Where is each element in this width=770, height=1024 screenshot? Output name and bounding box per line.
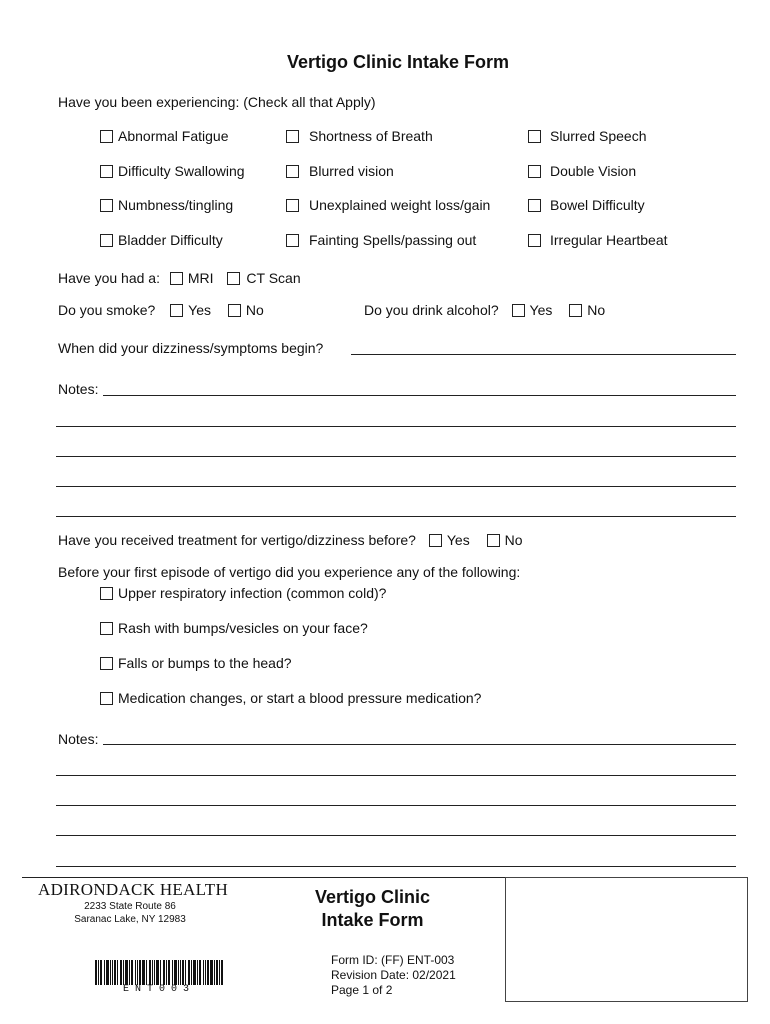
symptom-fainting-spells[interactable]: Fainting Spells/passing out [286, 232, 476, 248]
barcode-text: ENT003 [122, 984, 195, 995]
treatment-prompt: Have you received treatment for vertigo/dizziness before? [58, 532, 416, 548]
notes1-line[interactable] [56, 486, 736, 487]
episode-prompt: Before your first episode of vertigo did you experience any of the following: [58, 564, 521, 580]
revision-date: Revision Date: 02/2021 [331, 968, 456, 982]
alcohol-row: Do you drink alcohol? Yes No [364, 302, 606, 318]
alcohol-yes-checkbox[interactable] [512, 304, 525, 317]
page-number: Page 1 of 2 [331, 983, 393, 997]
smoke-row: Do you smoke? Yes No [58, 302, 264, 318]
symptom-shortness-of-breath[interactable]: Shortness of Breath [286, 128, 433, 144]
checkbox[interactable] [528, 234, 541, 247]
smoke-yes-checkbox[interactable] [170, 304, 183, 317]
onset-input-line[interactable] [351, 354, 736, 355]
address-line-2: Saranac Lake, NY 12983 [74, 914, 186, 925]
checkbox[interactable] [100, 130, 113, 143]
checkbox[interactable] [100, 165, 113, 178]
mri-checkbox[interactable] [170, 272, 183, 285]
checkbox[interactable] [100, 692, 113, 705]
notes1-line[interactable] [56, 516, 736, 517]
checkbox[interactable] [286, 199, 299, 212]
episode-medication-changes[interactable]: Medication changes, or start a blood pressure medication? [100, 690, 481, 706]
episode-rash[interactable]: Rash with bumps/vesicles on your face? [100, 620, 368, 636]
imaging-prompt: Have you had a: [58, 270, 160, 286]
symptom-numbness-tingling[interactable]: Numbness/tingling [100, 197, 233, 213]
episode-respiratory-infection[interactable]: Upper respiratory infection (common cold)? [100, 585, 386, 601]
symptom-weight-loss-gain[interactable]: Unexplained weight loss/gain [286, 197, 490, 213]
form-id: Form ID: (FF) ENT-003 [331, 953, 455, 967]
alcohol-prompt: Do you drink alcohol? [364, 302, 499, 318]
footer-blank-box [505, 877, 748, 1002]
footer-form-title-1: Vertigo Clinic [314, 887, 431, 907]
checkbox[interactable] [528, 199, 541, 212]
alcohol-no-checkbox[interactable] [569, 304, 582, 317]
notes2-line[interactable] [56, 866, 736, 867]
notes1-line[interactable] [103, 395, 736, 396]
symptom-abnormal-fatigue[interactable]: Abnormal Fatigue [100, 128, 229, 144]
checkbox[interactable] [286, 234, 299, 247]
checkbox[interactable] [528, 130, 541, 143]
notes2-line[interactable] [56, 775, 736, 776]
mri-label: MRI [187, 270, 214, 286]
checkbox[interactable] [286, 165, 299, 178]
checkbox[interactable] [528, 165, 541, 178]
onset-prompt: When did your dizziness/symptoms begin? [58, 340, 324, 356]
footer-form-title-2: Intake Form [321, 910, 424, 930]
form-title: Vertigo Clinic Intake Form [286, 52, 510, 72]
checkbox[interactable] [100, 587, 113, 600]
symptom-bowel-difficulty[interactable]: Bowel Difficulty [528, 197, 645, 213]
treatment-no-checkbox[interactable] [487, 534, 500, 547]
treatment-yes-checkbox[interactable] [429, 534, 442, 547]
notes1-line[interactable] [56, 456, 736, 457]
symptom-bladder-difficulty[interactable]: Bladder Difficulty [100, 232, 223, 248]
checkbox[interactable] [286, 130, 299, 143]
episode-falls[interactable]: Falls or bumps to the head? [100, 655, 292, 671]
symptom-blurred-vision[interactable]: Blurred vision [286, 163, 394, 179]
address-line-1: 2233 State Route 86 [84, 901, 176, 912]
imaging-row [58, 270, 301, 286]
smoke-prompt: Do you smoke? [58, 302, 156, 318]
symptoms-prompt: Have you been experiencing: (Check all that Apply) [58, 94, 376, 110]
notes2-label: Notes: [58, 731, 99, 747]
barcode-icon [95, 960, 223, 985]
checkbox[interactable] [100, 622, 113, 635]
notes2-line[interactable] [103, 744, 736, 745]
notes2-line[interactable] [56, 805, 736, 806]
notes1-label: Notes: [58, 381, 99, 397]
org-logo: ADIRONDACK HEALTH [38, 880, 229, 899]
checkbox[interactable] [100, 199, 113, 212]
treatment-row: Have you received treatment for vertigo/dizziness before? Yes No [58, 532, 523, 548]
ct-checkbox[interactable] [227, 272, 240, 285]
checkbox[interactable] [100, 234, 113, 247]
notes2-line[interactable] [56, 835, 736, 836]
symptom-double-vision[interactable]: Double Vision [528, 163, 636, 179]
smoke-no-checkbox[interactable] [228, 304, 241, 317]
symptom-difficulty-swallowing[interactable]: Difficulty Swallowing [100, 163, 245, 179]
checkbox[interactable] [100, 657, 113, 670]
notes1-line[interactable] [56, 426, 736, 427]
symptom-slurred-speech[interactable]: Slurred Speech [528, 128, 647, 144]
ct-label: CT Scan [246, 270, 301, 286]
symptom-irregular-heartbeat[interactable]: Irregular Heartbeat [528, 232, 668, 248]
